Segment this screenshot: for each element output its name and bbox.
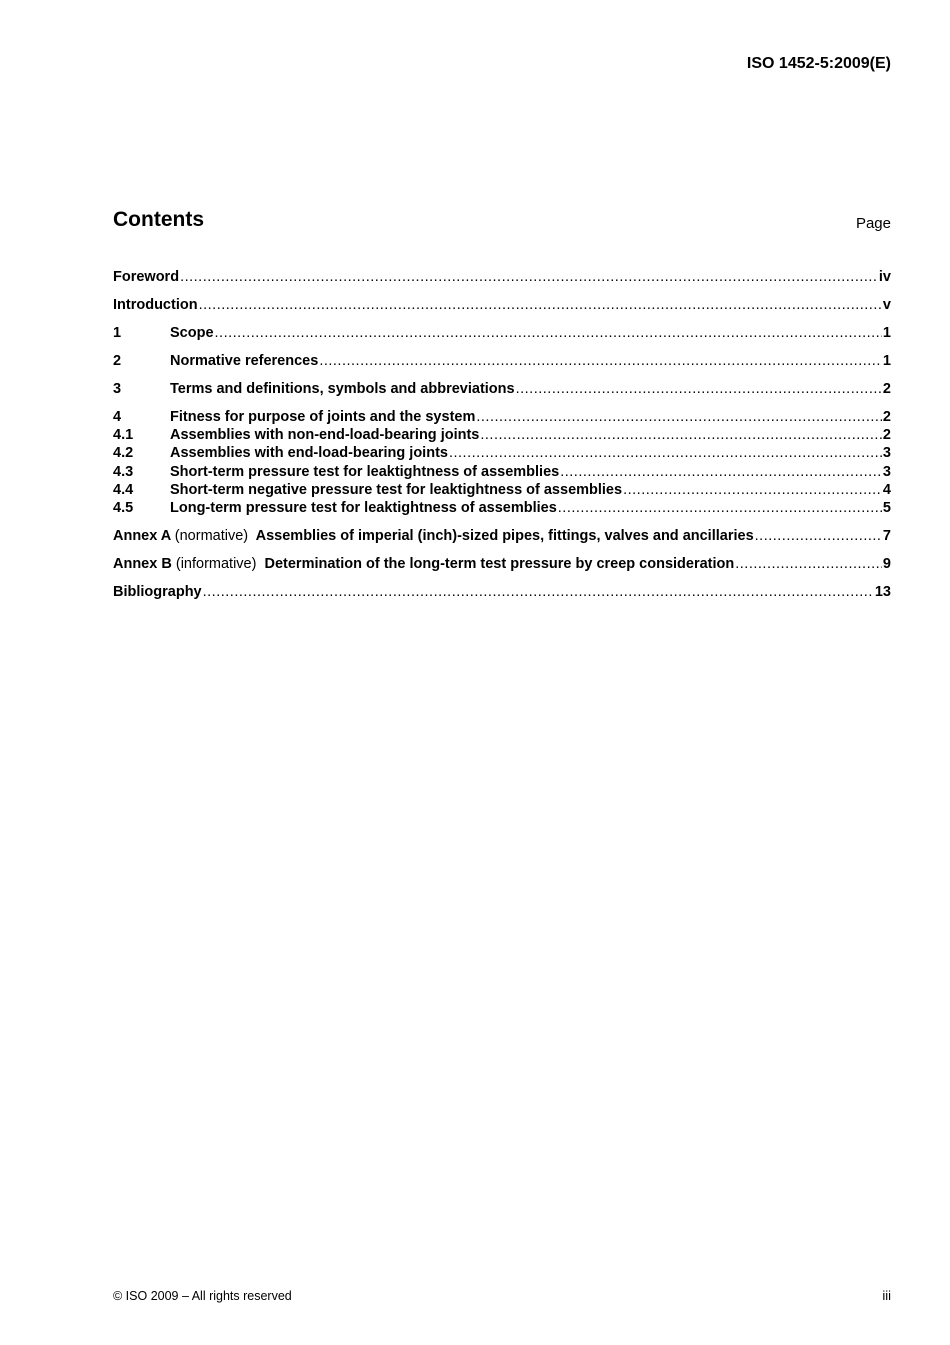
toc-entry-label: Assemblies of imperial (inch)-sized pipes, fittings, valves and ancillaries <box>255 528 754 544</box>
toc-annex-number: Annex B <box>113 556 172 572</box>
toc-entry-label: Fitness for purpose of joints and the system <box>170 409 476 425</box>
toc-entry-page: iv <box>878 269 891 285</box>
toc-entry-scope[interactable] <box>113 325 891 343</box>
toc-entry-number: 4.3 <box>113 464 134 480</box>
toc-entry-page: 3 <box>882 464 891 480</box>
toc-entry-page: 2 <box>882 427 891 443</box>
toc-entry-number: 3 <box>113 381 122 397</box>
toc-entry-foreword[interactable] <box>113 269 891 287</box>
toc-entry-introduction[interactable] <box>113 297 891 315</box>
toc-annex-type: (informative) <box>175 556 257 572</box>
toc-leader-dots <box>558 500 882 516</box>
toc-leader-dots <box>623 482 882 498</box>
toc-entry-4-5[interactable] <box>113 500 891 518</box>
toc-entry-annex-b[interactable] <box>113 556 891 574</box>
toc-entry-bibliography[interactable] <box>113 584 891 602</box>
toc-entry-label: Scope <box>170 325 214 341</box>
toc-entry-label: Short-term negative pressure test for leaktightness of assemblies <box>170 482 623 498</box>
toc-leader-dots <box>319 353 882 369</box>
toc-entry-page: 7 <box>882 528 891 544</box>
toc-leader-dots <box>203 584 874 600</box>
toc-entry-label: Bibliography <box>113 584 202 600</box>
toc-annex-type: (normative) <box>174 528 249 544</box>
toc-entry-page: 1 <box>882 325 891 341</box>
toc-entry-number: 4.2 <box>113 445 134 461</box>
toc-leader-dots <box>480 427 882 443</box>
contents-title: Contents <box>113 208 204 231</box>
toc-entry-4-2[interactable] <box>113 445 891 463</box>
toc-entry-label: Assemblies with end-load-bearing joints <box>170 445 448 461</box>
toc-entry-label: Terms and definitions, symbols and abbreviations <box>170 381 515 397</box>
toc-entry-fitness-for-purpose[interactable] <box>113 409 891 427</box>
toc-leader-dots <box>560 464 882 480</box>
toc-entry-label: Foreword <box>113 269 180 285</box>
toc-entry-4-3[interactable] <box>113 464 891 482</box>
toc-entry-label: Determination of the long-term test pressure by creep consideration <box>264 556 735 572</box>
toc-entry-4-1[interactable] <box>113 427 891 445</box>
toc-entry-number: 4 <box>113 409 122 425</box>
toc-leader-dots <box>449 445 882 461</box>
toc-entry-page: 13 <box>874 584 891 600</box>
toc-entry-annex-a[interactable] <box>113 528 891 546</box>
toc-leader-dots <box>199 297 882 313</box>
toc-entry-label: Normative references <box>170 353 319 369</box>
page-column-label: Page <box>855 215 891 232</box>
toc-entry-number: 4.4 <box>113 482 134 498</box>
toc-entry-label: Long-term pressure test for leaktightness of assemblies <box>170 500 557 516</box>
toc-entry-page: 2 <box>882 409 891 425</box>
toc-entry-label: Short-term pressure test for leaktightness of assemblies <box>170 464 560 480</box>
toc-entry-number: 2 <box>113 353 122 369</box>
toc-entry-number: 1 <box>113 325 122 341</box>
toc-annex-number: Annex A <box>113 528 171 544</box>
footer-page-number: iii <box>882 1288 891 1303</box>
toc-entry-label: Assemblies with non-end-load-bearing joints <box>170 427 480 443</box>
toc-entry-page: 1 <box>882 353 891 369</box>
toc-leader-dots <box>516 381 882 397</box>
toc-entry-4-4[interactable] <box>113 482 891 500</box>
toc-entry-page: v <box>882 297 891 313</box>
toc-entry-page: 5 <box>882 500 891 516</box>
toc-leader-dots <box>755 528 882 544</box>
toc-leader-dots <box>180 269 878 285</box>
toc-entry-number: 4.1 <box>113 427 134 443</box>
toc-entry-page: 9 <box>882 556 891 572</box>
toc-leader-dots <box>476 409 882 425</box>
toc-entry-page: 3 <box>882 445 891 461</box>
toc-leader-dots <box>735 556 882 572</box>
toc-entry-number: 4.5 <box>113 500 134 516</box>
document-id: ISO 1452-5:2009(E) <box>746 55 891 72</box>
toc-leader-dots <box>215 325 882 341</box>
toc-entry-terms-definitions[interactable] <box>113 381 891 399</box>
toc-entry-label: Introduction <box>113 297 198 313</box>
toc-entry-page: 4 <box>882 482 891 498</box>
toc-entry-page: 2 <box>882 381 891 397</box>
toc-entry-normative-references[interactable] <box>113 353 891 371</box>
footer-copyright: © ISO 2009 – All rights reserved <box>113 1289 292 1303</box>
